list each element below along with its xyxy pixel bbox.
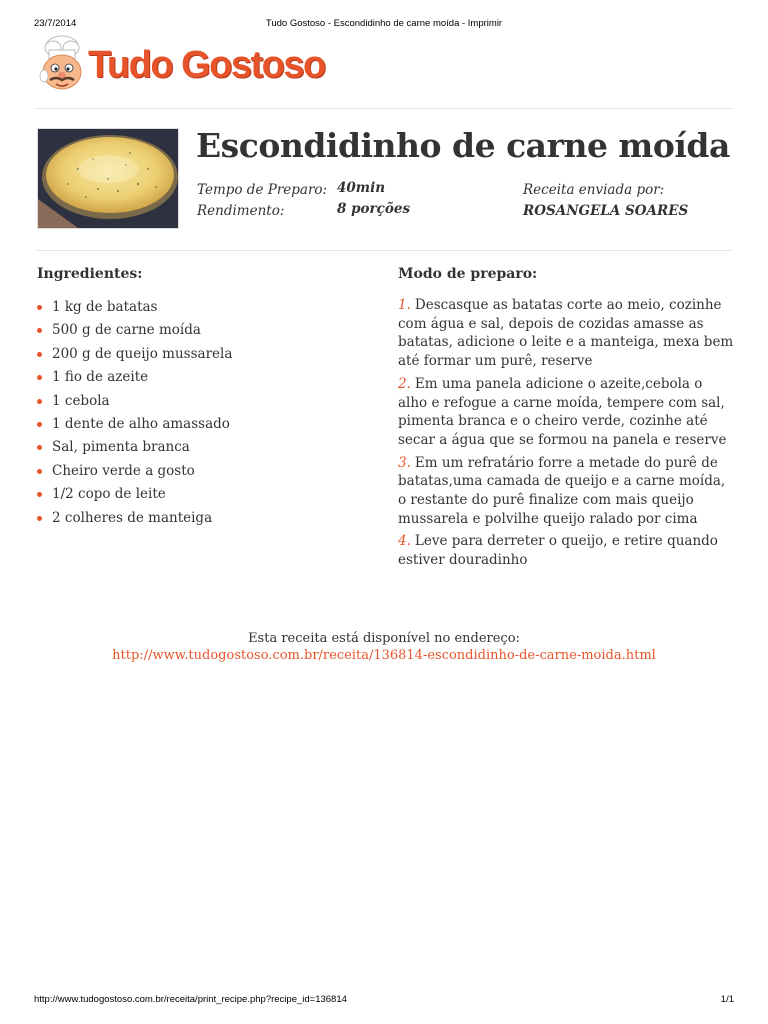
ingredients-heading: Ingredientes:	[37, 266, 143, 282]
print-date: 23/7/2014	[34, 18, 77, 29]
header-divider	[36, 108, 732, 109]
list-item: 1/2 copo de leite	[36, 483, 356, 506]
step-item	[398, 296, 734, 371]
author-name: ROSANGELA SOARES	[523, 203, 689, 219]
bullet-icon	[37, 445, 42, 450]
print-page-title: Tudo Gostoso - Escondidinho de carne moída - Imprimir	[265, 18, 503, 29]
bullet-icon	[37, 422, 42, 427]
list-item: 1 dente de alho amassado	[36, 413, 356, 436]
preparation-steps	[398, 296, 734, 574]
print-footer	[0, 994, 768, 1006]
step-item	[398, 454, 734, 529]
print-page-count: 1/1	[720, 994, 734, 1005]
chef-mascot-icon	[36, 34, 92, 96]
bullet-icon	[37, 352, 42, 357]
list-item: 1 kg de batatas	[36, 296, 356, 319]
list-item: Cheiro verde a gosto	[36, 460, 356, 483]
yield-label: Rendimento:	[197, 203, 285, 219]
step-text: Em um refratário forre a metade do purê de batatas,uma camada de queijo e a carne moída, o restante do purê finalize com mais queijo mussarela e polvilhe queijo ralado por cima	[398, 454, 726, 527]
list-item: Sal, pimenta branca	[36, 436, 356, 459]
yield-value: 8 porções	[337, 201, 411, 217]
bullet-icon	[37, 399, 42, 404]
list-item: 200 g de queijo mussarela	[36, 343, 356, 366]
bullet-icon	[37, 375, 42, 380]
step-number: 3.	[398, 454, 411, 471]
step-text: Leve para derreter o queijo, e retire quando estiver douradinho	[398, 533, 718, 569]
list-item: 2 colheres de manteiga	[36, 507, 356, 530]
step-text: Em uma panela adicione o azeite,cebola o alho e refogue a carne moída, tempere com sal, pimenta branca e o cheiro verde, cozinhe até secar a água que se formou na panela e reserve	[398, 375, 727, 448]
prep-time-label: Tempo de Preparo:	[197, 182, 328, 198]
list-item: 1 cebola	[36, 390, 356, 413]
recipe-photo	[37, 128, 179, 229]
step-number: 4.	[398, 533, 411, 550]
preparation-heading: Modo de preparo:	[398, 266, 538, 282]
print-url: http://www.tudogostoso.com.br/receita/print_recipe.php?recipe_id=136814	[34, 994, 347, 1005]
print-header	[0, 18, 768, 30]
bullet-icon	[37, 469, 42, 474]
bullet-icon	[37, 305, 42, 310]
availability-text: Esta receita está disponível no endereço:	[248, 631, 520, 646]
meta-divider	[36, 250, 732, 251]
bullet-icon	[37, 328, 42, 333]
bullet-icon	[37, 516, 42, 521]
site-logo[interactable]	[36, 34, 396, 96]
step-item	[398, 375, 734, 450]
list-item: 500 g de carne moída	[36, 319, 356, 342]
prep-time-value: 40min	[337, 180, 386, 196]
submitted-by-label: Receita enviada por:	[523, 182, 665, 198]
step-item	[398, 532, 734, 569]
recipe-title: Escondidinho de carne moída	[196, 126, 730, 165]
logo-wordmark: Tudo Gostoso	[88, 44, 325, 86]
list-item: 1 fio de azeite	[36, 366, 356, 389]
recipe-url-link[interactable]: http://www.tudogostoso.com.br/receita/136814-escondidinho-de-carne-moida.html	[112, 648, 656, 663]
step-text: Descasque as batatas corte ao meio, cozinhe com água e sal, depois de cozidas amasse as batatas, adicione o leite e a manteiga, mexa bem até formar um purê, reserve	[398, 297, 734, 370]
ingredients-list	[36, 296, 356, 530]
step-number: 1.	[398, 297, 411, 313]
bullet-icon	[37, 492, 42, 497]
step-number: 2.	[398, 375, 411, 392]
